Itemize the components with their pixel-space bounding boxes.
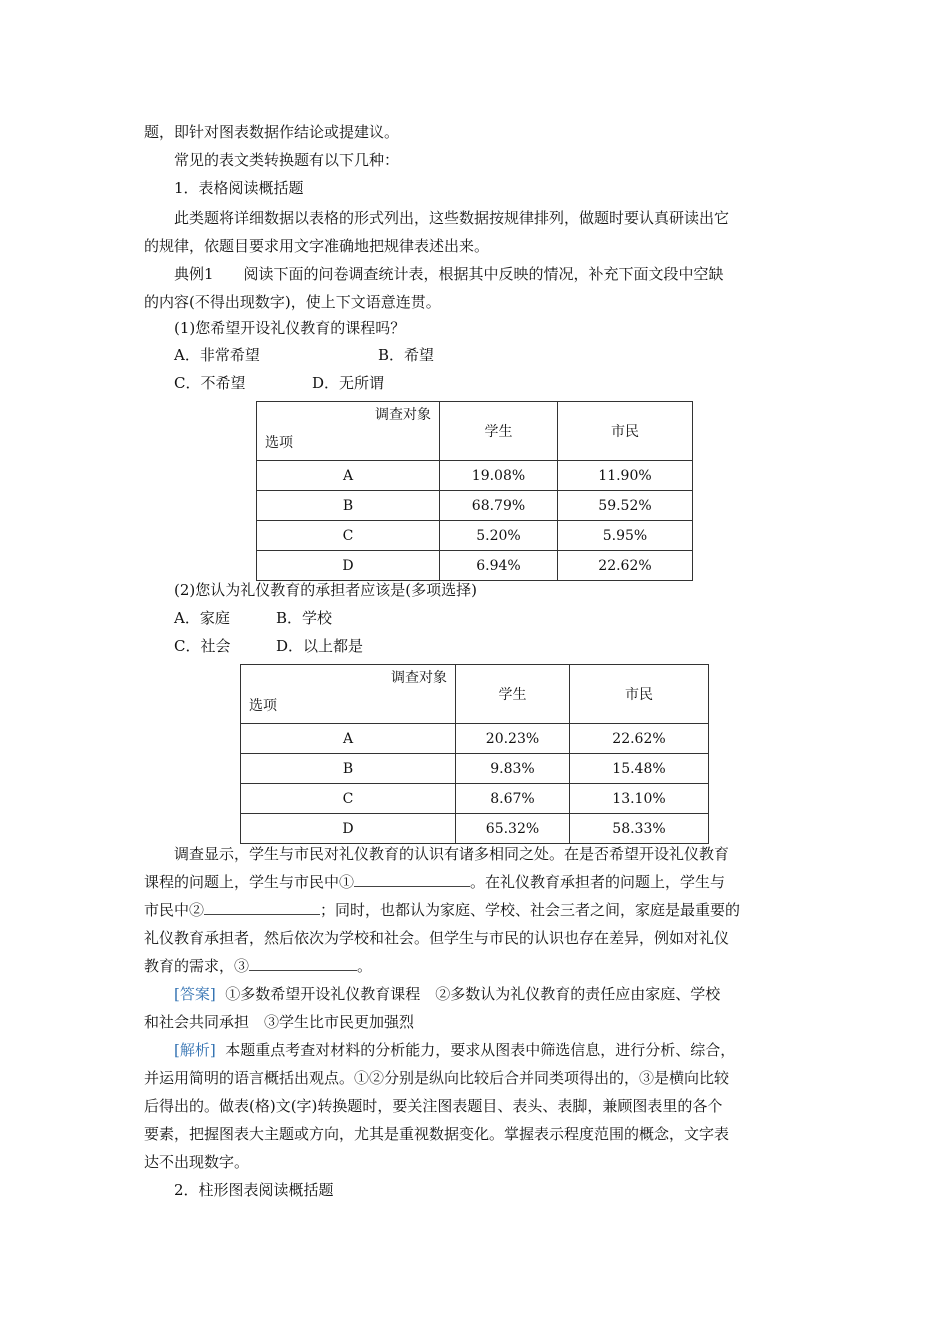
row-citizen-value: 11.90% <box>558 461 693 491</box>
col-header-student: 学生 <box>456 665 570 724</box>
header-option: 选项 <box>265 435 293 451</box>
example-line-a: 典例1 阅读下面的问卷调查统计表，根据其中反映的情况，补充下面文段中空缺 <box>174 265 724 283</box>
row-citizen-value: 22.62% <box>570 724 709 754</box>
analysis-tag: [解析] <box>174 1041 216 1059</box>
row-option: D <box>241 814 456 844</box>
analysis-line-1 <box>174 1038 735 1062</box>
answer-line-2: 和社会共同承担 ③学生比市民更加强烈 <box>144 1013 415 1031</box>
analysis-line-2: 并运用简明的语言概括出观点。①②分别是纵向比较后合并同类项得出的，③是横向比较 <box>144 1069 730 1087</box>
row-option: D <box>257 551 440 581</box>
table-row <box>241 754 709 784</box>
paragraph-1b: 的规律，依题目要求用文字准确地把规律表述出来。 <box>144 237 490 255</box>
blank-1 <box>354 872 470 887</box>
passage-line-2 <box>144 870 725 894</box>
row-student-value: 20.23% <box>456 724 570 754</box>
row-citizen-value: 5.95% <box>558 521 693 551</box>
intro-line-1: 题，即针对图表数据作结论或提建议。 <box>144 123 400 141</box>
question-1: (1)您希望开设礼仪教育的课程吗？ <box>174 319 406 337</box>
passage-text: 课程的问题上，学生与市民中 <box>144 873 340 891</box>
col-header-citizen: 市民 <box>570 665 709 724</box>
table-row <box>257 521 693 551</box>
table-row <box>257 461 693 491</box>
q1-option-c: C．不希望 <box>174 374 246 392</box>
survey-table-2 <box>240 664 709 844</box>
example-line-b: 的内容(不得出现数字)，使上下文语意连贯。 <box>144 293 441 311</box>
question-2: (2)您认为礼仪教育的承担者应该是(多项选择) <box>174 581 477 599</box>
row-student-value: 5.20% <box>440 521 558 551</box>
row-citizen-value: 15.48% <box>570 754 709 784</box>
row-option: A <box>241 724 456 754</box>
q1-option-b: B．希望 <box>378 346 435 364</box>
table-row <box>257 491 693 521</box>
row-citizen-value: 22.62% <box>558 551 693 581</box>
table-row <box>241 784 709 814</box>
q1-option-a: A．非常希望 <box>174 346 260 364</box>
col-header-student: 学生 <box>440 402 558 461</box>
row-citizen-value: 58.33% <box>570 814 709 844</box>
q2-option-a: A．家庭 <box>174 609 230 627</box>
answer-text: ①多数希望开设礼仪教育课程 ②多数认为礼仪教育的责任应由家庭、学校 <box>225 985 721 1003</box>
answer-tag: [答案] <box>174 985 216 1003</box>
passage-text: 教育的需求， <box>144 957 235 975</box>
row-option: C <box>241 784 456 814</box>
blank-2 <box>204 900 320 915</box>
table-row <box>257 551 693 581</box>
row-student-value: 19.08% <box>440 461 558 491</box>
header-survey-object: 调查对象 <box>391 670 447 686</box>
row-citizen-value: 13.10% <box>570 784 709 814</box>
paragraph-1a: 此类题将详细数据以表格的形式列出，这些数据按规律排列，做题时要认真研读出它 <box>174 209 730 227</box>
analysis-line-4: 要素，把握图表大主题或方向，尤其是重视数据变化。掌握表示程度范围的概念，文字表 <box>144 1125 730 1143</box>
analysis-line-3: 后得出的。做表(格)文(字)转换题时，要关注图表题目、表头、表脚，兼顾图表里的各个 <box>144 1097 723 1115</box>
table-header-cell <box>241 665 456 724</box>
q2-option-d: D．以上都是 <box>276 637 364 655</box>
blank-3 <box>249 956 357 971</box>
analysis-line-5: 达不出现数字。 <box>144 1153 250 1171</box>
row-option: A <box>257 461 440 491</box>
blank-2-marker: ② <box>189 901 205 919</box>
passage-line-4: 礼仪教育承担者，然后依次为学校和社会。但学生与市民的认识也存在差异，例如对礼仪 <box>144 929 730 947</box>
row-student-value: 6.94% <box>440 551 558 581</box>
passage-text: 。在礼仪教育承担者的问题上，学生与 <box>470 873 726 891</box>
row-option: B <box>241 754 456 784</box>
q2-option-c: C．社会 <box>174 637 231 655</box>
col-header-citizen: 市民 <box>558 402 693 461</box>
row-student-value: 68.79% <box>440 491 558 521</box>
intro-line-2: 常见的表文类转换题有以下几种： <box>174 151 400 169</box>
survey-table-1 <box>256 401 693 581</box>
table-header-cell <box>257 402 440 461</box>
q1-option-d: D．无所谓 <box>312 374 385 392</box>
header-option: 选项 <box>249 698 277 714</box>
section-heading-1: 1．表格阅读概括题 <box>174 179 304 197</box>
row-citizen-value: 59.52% <box>558 491 693 521</box>
passage-line-5 <box>144 954 372 978</box>
row-option: C <box>257 521 440 551</box>
analysis-text: 本题重点考查对材料的分析能力，要求从图表中筛选信息，进行分析、综合， <box>225 1041 736 1059</box>
row-student-value: 8.67% <box>456 784 570 814</box>
answer-line-1 <box>174 982 720 1006</box>
header-survey-object: 调查对象 <box>375 407 431 423</box>
passage-line-3 <box>144 898 740 922</box>
section-heading-2: 2．柱形图表阅读概括题 <box>174 1181 334 1199</box>
passage-text: 市民中 <box>144 901 190 919</box>
q2-option-b: B．学校 <box>276 609 333 627</box>
passage-text: ；同时，也都认为家庭、学校、社会三者之间，家庭是最重要的 <box>320 901 741 919</box>
table-row <box>241 814 709 844</box>
table-row <box>241 724 709 754</box>
passage-line-1: 调查显示，学生与市民对礼仪教育的认识有诸多相同之处。在是否希望开设礼仪教育 <box>174 845 730 863</box>
row-student-value: 9.83% <box>456 754 570 784</box>
row-option: B <box>257 491 440 521</box>
row-student-value: 65.32% <box>456 814 570 844</box>
blank-1-marker: ① <box>339 873 355 891</box>
blank-3-marker: ③ <box>234 957 250 975</box>
passage-text: 。 <box>357 957 373 975</box>
